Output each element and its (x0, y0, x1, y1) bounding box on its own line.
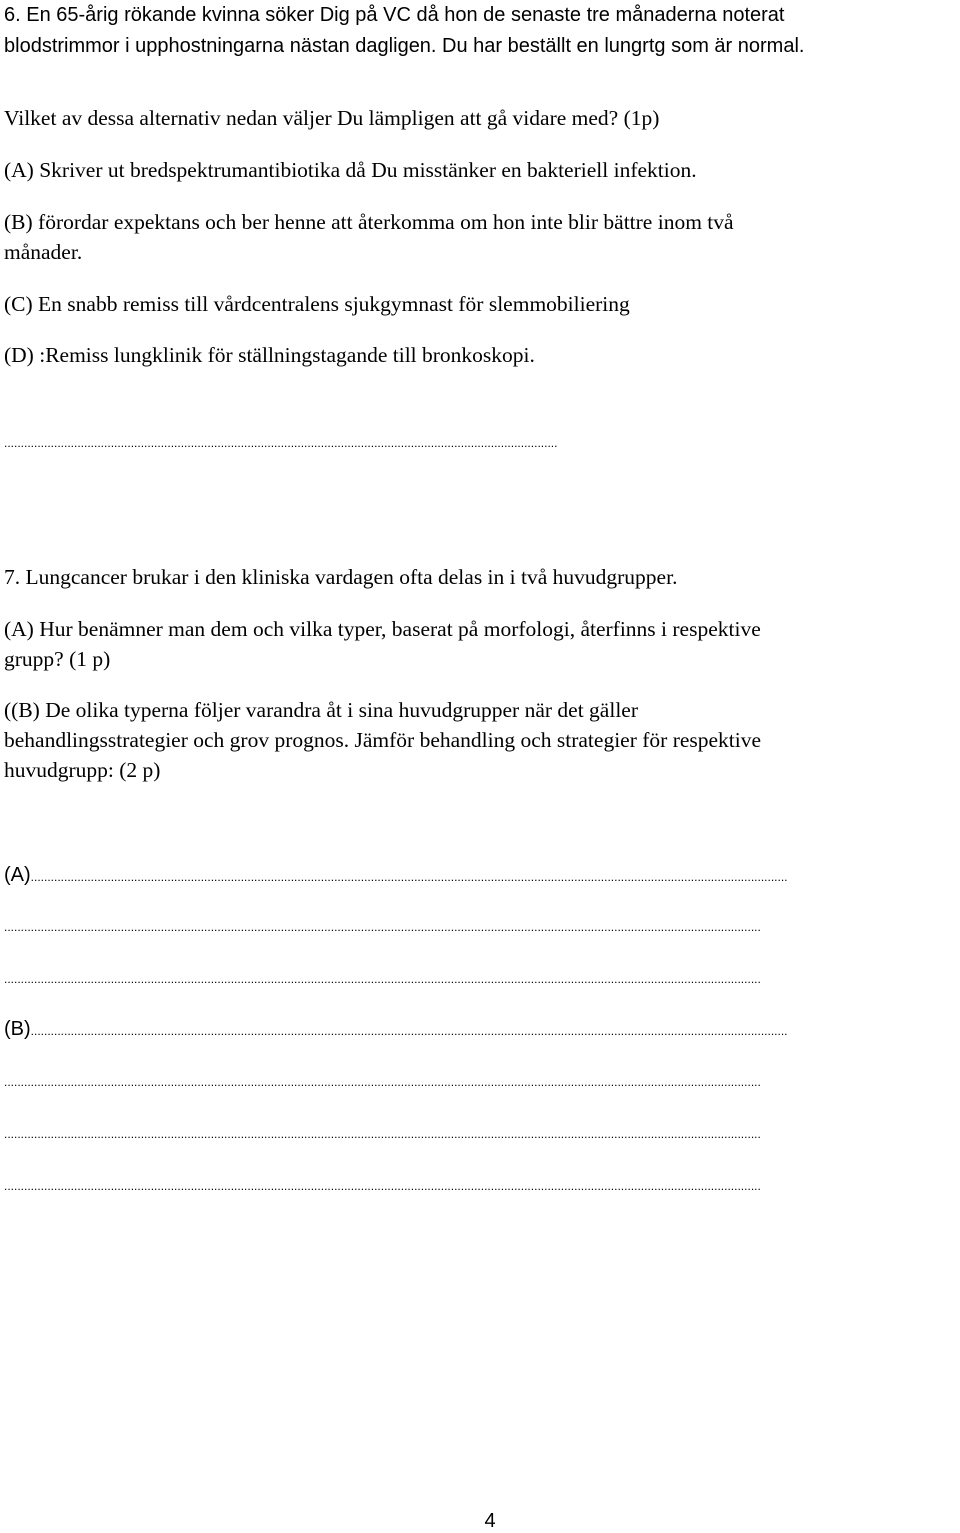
answer-a-label: (A) (4, 864, 31, 886)
answer-dots: ................................................................................................................................................................................................................................... (4, 1075, 761, 1089)
question-6-text-line-1: 6. En 65-årig rökande kvinna söker Dig på VC då hon de senaste tre månaderna noterat (4, 4, 785, 26)
page-number: 4 (484, 1510, 496, 1532)
question-6-prompt: Vilket av dessa alternativ nedan väljer Du lämpligen att gå vidare med? (1p) (4, 106, 660, 130)
answer-dots: ................................................................................................................................................................................................................................... (30, 1024, 788, 1038)
question-7-part-a-line-1: (A) Hur benämner man dem och vilka typer, baserat på morfologi, återfinns i respektive (4, 617, 761, 641)
answer-b-line[interactable] (4, 1014, 958, 1044)
answer-dots: ................................................................................................................................................................................................................................... (4, 972, 761, 986)
question-7-part-a-line-2: grupp? (1 p) (4, 647, 111, 671)
answer-dots: ................................................................................................................................................................................................................................... (30, 870, 788, 884)
question-6-text-line-2: blodstrimmor i upphostningarna nästan dagligen. Du har beställt en lungrtg som är normal. (4, 35, 805, 57)
question-7-part-b-line-2: behandlingsstrategier och grov prognos. Jämför behandling och strategier för respektive (4, 728, 762, 752)
answer-a-continuation-line-1[interactable] (4, 912, 958, 942)
question-6-option-c: (C) En snabb remiss till vårdcentralens sjukgymnast för slemmobiliering (4, 292, 630, 316)
question-6-answer-line[interactable] (4, 428, 958, 458)
question-6-option-a: (A) Skriver ut bredspektrumantibiotika då Du misstänker en bakteriell infektion. (4, 158, 697, 182)
question-7-part-b-line-1: ((B) De olika typerna följer varandra åt i sina huvudgrupper när det gäller (4, 698, 638, 722)
answer-dots: ................................................................................................................................................................................................................................... (4, 1127, 761, 1141)
question-6-option-b-line-2: månader. (4, 240, 83, 264)
answer-b-continuation-line-3[interactable] (4, 1171, 958, 1201)
question-7-part-b-line-3: huvudgrupp: (2 p) (4, 758, 161, 782)
answer-dots: ...................................................................................................................................................................... (4, 436, 558, 450)
answer-dots: ................................................................................................................................................................................................................................... (4, 1179, 761, 1193)
answer-b-continuation-line-2[interactable] (4, 1119, 958, 1149)
answer-b-continuation-line-1[interactable] (4, 1067, 958, 1097)
answer-a-continuation-line-2[interactable] (4, 964, 958, 994)
question-6-option-d: (D) :Remiss lungklinik för ställningstagande till bronkoskopi. (4, 343, 535, 367)
answer-b-label: (B) (4, 1018, 31, 1040)
answer-dots: ................................................................................................................................................................................................................................... (4, 920, 761, 934)
answer-a-line[interactable] (4, 860, 958, 890)
question-6-option-b-line-1: (B) förordar expektans och ber henne att återkomma om hon inte blir bättre inom två (4, 210, 734, 234)
question-7-intro: 7. Lungcancer brukar i den kliniska vardagen ofta delas in i två huvudgrupper. (4, 565, 678, 589)
